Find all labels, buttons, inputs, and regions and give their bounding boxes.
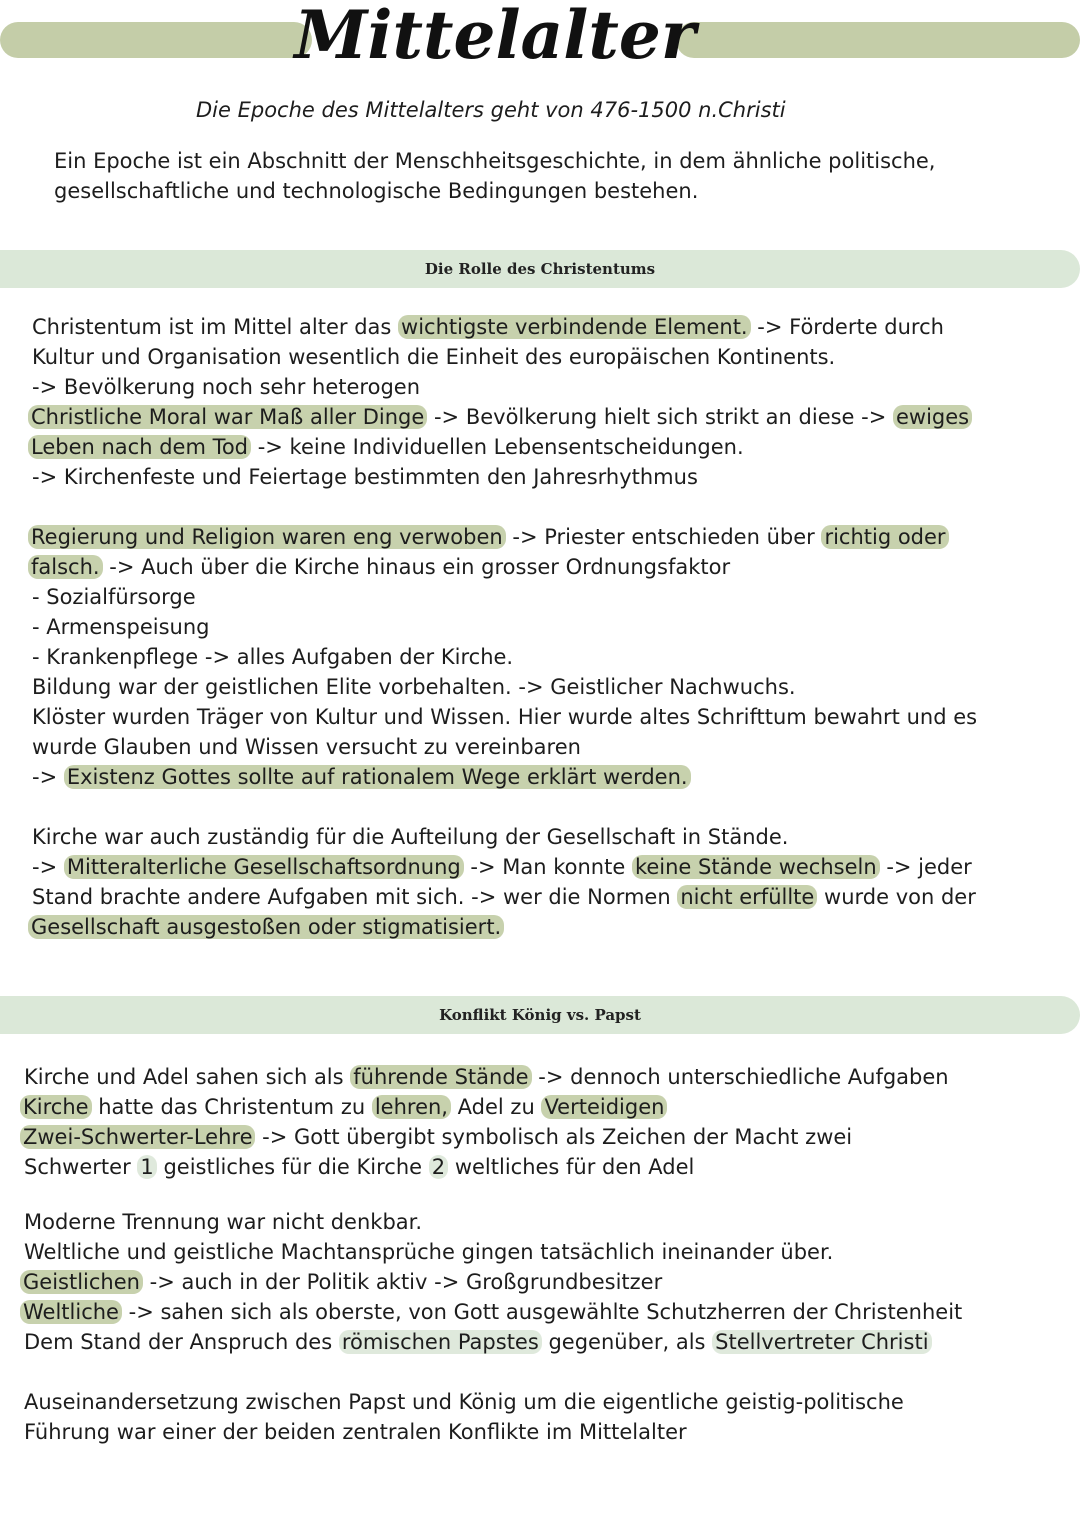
subtitle: Die Epoche des Mittelalters geht von 476-1500 n.Christi bbox=[196, 98, 786, 122]
text-span: Dem Stand der Anspruch des bbox=[24, 1330, 339, 1354]
text-line bbox=[32, 852, 972, 882]
text-line: Moderne Trennung war nicht denkbar. bbox=[24, 1210, 423, 1234]
text-span: -> Förderte durch bbox=[750, 315, 944, 339]
title-decoration-left bbox=[0, 22, 312, 58]
text-line bbox=[28, 552, 730, 582]
text-span: -> jeder bbox=[879, 855, 972, 879]
text-span: -> bbox=[32, 765, 64, 789]
highlight: führende Stände bbox=[350, 1065, 531, 1089]
highlight: lehren, bbox=[372, 1095, 451, 1119]
text-span: -> Priester entschieden über bbox=[505, 525, 822, 549]
highlight: Gesellschaft ausgestoßen oder stigmatisiert. bbox=[28, 915, 504, 939]
text-line bbox=[24, 1152, 694, 1182]
text-span: wurde von der bbox=[817, 885, 976, 909]
page-title: Mittelalter bbox=[294, 0, 696, 74]
highlight: Leben nach dem Tod bbox=[28, 435, 251, 459]
highlight: Stellvertreter Christi bbox=[712, 1330, 931, 1354]
text-span: Kirche und Adel sahen sich als bbox=[24, 1065, 351, 1089]
text-span: -> Bevölkerung hielt sich strikt an diese -> bbox=[427, 405, 893, 429]
intro-line-1: Ein Epoche ist ein Abschnitt der Menschheitsgeschichte, in dem ähnliche politische, bbox=[54, 149, 936, 173]
highlight: Verteidigen bbox=[541, 1095, 667, 1119]
text-line bbox=[28, 402, 972, 432]
text-span: -> Man konnte bbox=[463, 855, 632, 879]
highlight: Geistlichen bbox=[20, 1270, 143, 1294]
text-line bbox=[32, 312, 944, 342]
highlight: römischen Papstes bbox=[339, 1330, 542, 1354]
text-line: -> Bevölkerung noch sehr heterogen bbox=[32, 375, 421, 399]
section-heading-konflikt: Konflikt König vs. Papst bbox=[439, 1006, 641, 1024]
text-span: Christentum ist im Mittel alter das bbox=[32, 315, 399, 339]
text-line bbox=[20, 1297, 962, 1327]
highlight: keine Stände wechseln bbox=[632, 855, 880, 879]
highlight: falsch. bbox=[28, 555, 103, 579]
highlight: richtig oder bbox=[821, 525, 948, 549]
text-span: weltliches für den Adel bbox=[448, 1155, 695, 1179]
text-span: -> Auch über die Kirche hinaus ein grosser Ordnungsfaktor bbox=[102, 555, 731, 579]
text-span: Adel zu bbox=[450, 1095, 542, 1119]
text-line: Auseinandersetzung zwischen Papst und König um die eigentliche geistig-politische bbox=[24, 1390, 904, 1414]
highlight: Weltliche bbox=[20, 1300, 122, 1324]
highlight: Zwei-Schwerter-Lehre bbox=[20, 1125, 255, 1149]
text-line bbox=[24, 1062, 949, 1092]
text-line bbox=[32, 882, 976, 912]
highlight: ewiges bbox=[893, 405, 972, 429]
text-line bbox=[20, 1122, 852, 1152]
highlight: Kirche bbox=[20, 1095, 92, 1119]
intro-line-2: gesellschaftliche und technologische Bedingungen bestehen. bbox=[54, 179, 699, 203]
text-line bbox=[24, 1327, 932, 1357]
text-line: Führung war einer der beiden zentralen Konflikte im Mittelalter bbox=[24, 1420, 687, 1444]
text-line bbox=[28, 522, 949, 552]
text-line: Kultur und Organisation wesentlich die Einheit des europäischen Kontinents. bbox=[32, 345, 836, 369]
highlight: wichtigste verbindende Element. bbox=[398, 315, 751, 339]
text-line: Kirche war auch zuständig für die Aufteilung der Gesellschaft in Stände. bbox=[32, 825, 789, 849]
text-span: hatte das Christentum zu bbox=[91, 1095, 372, 1119]
text-span: geistliches für die Kirche bbox=[156, 1155, 429, 1179]
highlight: 1 bbox=[137, 1155, 156, 1179]
text-line: - Krankenpflege -> alles Aufgaben der Kirche. bbox=[32, 645, 514, 669]
text-span: -> Gott übergibt symbolisch als Zeichen der Macht zwei bbox=[255, 1125, 853, 1149]
text-line bbox=[20, 1267, 662, 1297]
title-decoration-right bbox=[676, 22, 1080, 58]
text-span: Schwerter bbox=[24, 1155, 138, 1179]
text-line: wurde Glauben und Wissen versucht zu vereinbaren bbox=[32, 735, 581, 759]
highlight: nicht erfüllte bbox=[677, 885, 817, 909]
section-heading-christentum: Die Rolle des Christentums bbox=[424, 260, 656, 278]
text-line: - Sozialfürsorge bbox=[32, 585, 196, 609]
highlight: 2 bbox=[429, 1155, 448, 1179]
text-line: Bildung war der geistlichen Elite vorbehalten. -> Geistlicher Nachwuchs. bbox=[32, 675, 796, 699]
text-line bbox=[28, 432, 744, 462]
highlight: Existenz Gottes sollte auf rationalem Wege erklärt werden. bbox=[64, 765, 691, 789]
text-span: -> bbox=[32, 855, 64, 879]
highlight: Mitteralterliche Gesellschaftsordnung bbox=[64, 855, 464, 879]
text-line: Weltliche und geistliche Machtansprüche gingen tatsächlich ineinander über. bbox=[24, 1240, 834, 1264]
highlight: Christliche Moral war Maß aller Dinge bbox=[28, 405, 427, 429]
text-span: -> keine Individuellen Lebensentscheidungen. bbox=[251, 435, 744, 459]
text-line bbox=[20, 1092, 667, 1122]
text-span: -> auch in der Politik aktiv -> Großgrundbesitzer bbox=[142, 1270, 663, 1294]
text-line: - Armenspeisung bbox=[32, 615, 210, 639]
text-line: Klöster wurden Träger von Kultur und Wissen. Hier wurde altes Schrifttum bewahrt und es bbox=[32, 705, 978, 729]
text-span: -> sahen sich als oberste, von Gott ausgewählte Schutzherren der Christenheit bbox=[121, 1300, 963, 1324]
text-line: -> Kirchenfeste und Feiertage bestimmten den Jahresrhythmus bbox=[32, 465, 698, 489]
text-span: gegenüber, als bbox=[541, 1330, 713, 1354]
text-line bbox=[32, 762, 691, 792]
highlight: Regierung und Religion waren eng verwoben bbox=[28, 525, 506, 549]
text-span: Stand brachte andere Aufgaben mit sich. -> wer die Normen bbox=[32, 885, 678, 909]
text-span: -> dennoch unterschiedliche Aufgaben bbox=[531, 1065, 949, 1089]
text-line bbox=[28, 912, 504, 942]
